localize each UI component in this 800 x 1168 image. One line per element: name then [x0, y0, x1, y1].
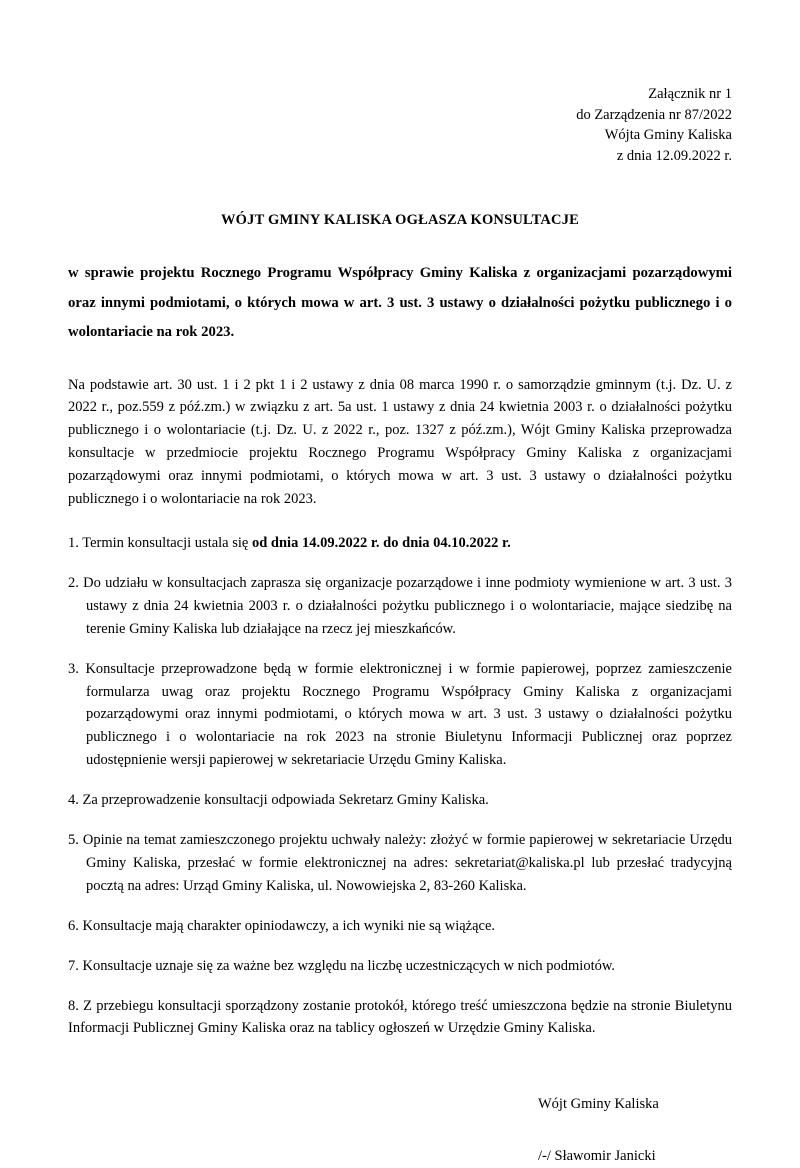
item-number: 5. [68, 832, 79, 849]
list-item [68, 955, 732, 978]
item-text: Opinie na temat zamieszczonego projektu uchwały należy: złożyć w formie papierowej w sekretariacie Urzędu Gminy Kaliska, przesłać w formie elektronicznej na adres: sekretariat@kaliska.pl lub przesłać tradycyjną pocztą na adres: Urząd Gminy Kaliska, ul. Nowowiejska 2, 83-260 Kaliska. [82, 832, 733, 894]
list-item [68, 532, 732, 555]
list-item [68, 789, 732, 812]
header-line-2: do Zarządzenia nr 87/2022 [576, 106, 732, 123]
item-text: Do udziału w konsultacjach zaprasza się organizacje pozarządowe i inne podmioty wymienione w art. 3 ust. 3 ustawy z dnia 24 kwietnia 2003 r. o działalności pożytku publicznego i o wolontariacie, mające siedzibę na terenie Gminy Kaliska lub działające na rzecz jej mieszkańców. [83, 574, 733, 637]
item-text: Za przeprowadzenie konsultacji odpowiada Sekretarz Gminy Kaliska. [82, 792, 489, 809]
list-item [68, 658, 732, 773]
item-text-bold: od dnia 14.09.2022 r. do dnia 04.10.2022 r. [251, 534, 511, 551]
item-text: Termin konsultacji ustala się [82, 534, 252, 551]
signature-name: /-/ Sławomir Janicki [538, 1148, 656, 1165]
item-number: 6. [68, 917, 79, 934]
item-number: 4. [68, 792, 79, 809]
list-item [68, 995, 732, 1041]
item-text: Z przebiegu konsultacji sporządzony zostanie protokół, którego treść umieszczona będzie na stronie Biuletynu Informacji Publicznej Gminy Kaliska oraz na tablicy ogłoszeń w Urzędzie Gminy Kaliska. [68, 997, 733, 1037]
item-text: Konsultacje przeprowadzone będą w formie elektronicznej i w formie papierowej, poprzez zamieszczenie formularza uwag oraz projektu Rocznego Programu Współpracy Gminy Kaliska z organizacjami pozarządowymi oraz innymi podmiotami, o których mowa w art. 3 ust. 3 ustawy o działalności pożytku publicznego i o wolontariacie na rok 2023 na stronie Biuletynu Informacji Publicznej oraz poprzez udostępnienie wersji papierowej w sekretariacie Urzędu Gminy Kaliska. [85, 660, 732, 769]
header-line-4: z dnia 12.09.2022 r. [616, 147, 732, 164]
page-title: WÓJT GMINY KALISKA OGŁASZA KONSULTACJE [220, 212, 580, 229]
item-number: 7. [68, 957, 79, 974]
item-number: 3. [68, 660, 79, 677]
signature-office: Wójt Gminy Kaliska [538, 1096, 659, 1113]
item-number: 8. [68, 997, 79, 1014]
document-header-block [68, 84, 732, 166]
header-line-1: Załącznik nr 1 [648, 86, 732, 102]
list-item [68, 829, 732, 898]
list-item [68, 572, 732, 641]
item-text: Konsultacje uznaje się za ważne bez względu na liczbę uczestniczących w nich podmiotów. [82, 957, 616, 974]
item-text: Konsultacje mają charakter opiniodawczy, a ich wyniki nie są wiążące. [82, 917, 496, 934]
legal-basis-paragraph: Na podstawie art. 30 ust. 1 i 2 pkt 1 i 2 ustawy z dnia 08 marca 1990 r. o samorządzie gminnym (t.j. Dz. U. z 2022 r., poz.559 z póź.zm.) w związku z art. 5a ust. 1 ustawy z dnia 24 kwietnia 2003 r. o działalności pożytku publicznego i o wolontariacie (t.j. Dz. U. z 2022 r., poz. 1327 z póź.zm.), Wójt Gminy Kaliska przeprowadza konsultacje w przedmiocie projektu Rocznego Programu Współpracy Gminy Kaliska z organizacjami pozarządowymi oraz innymi podmiotami, o których mowa w art. 3 ust. 3 ustawy o działalności pożytku publicznego i o wolontariacie na rok 2023. [68, 376, 732, 508]
item-number: 2. [68, 574, 79, 591]
list-item [68, 915, 732, 938]
document-subject: w sprawie projektu Rocznego Programu Współpracy Gminy Kaliska z organizacjami pozarządowymi oraz innymi podmiotami, o których mowa w art. 3 ust. 3 ustawy o działalności pożytku publicznego i o wolontariacie na rok 2023. [68, 265, 732, 341]
header-line-3: Wójta Gminy Kaliska [604, 127, 732, 144]
item-number: 1. [68, 534, 79, 551]
signature-block [68, 1094, 732, 1168]
